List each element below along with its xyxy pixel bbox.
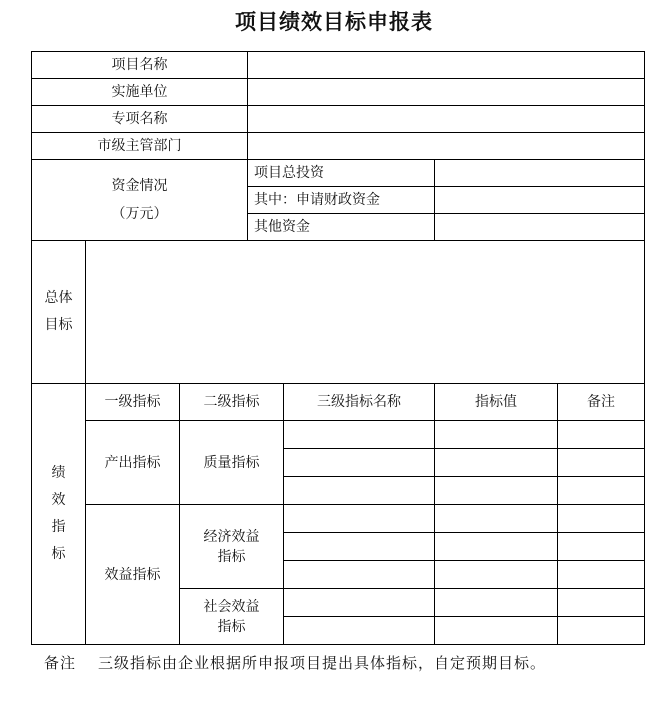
label-department: 市级主管部门 bbox=[32, 133, 248, 160]
form-title: 项目绩效目标申报表 bbox=[235, 9, 433, 34]
footnote-text: 三级指标由企业根据所申报项目提出具体指标，自定预期目标。 bbox=[98, 654, 547, 672]
quality-indicator-label: 质量指标 bbox=[180, 421, 284, 505]
performance-label-text: 绩效指标 bbox=[51, 465, 66, 562]
header-level3: 三级指标名称 bbox=[284, 384, 435, 421]
cell-value[interactable] bbox=[435, 589, 558, 617]
field-fiscal-funds[interactable] bbox=[435, 187, 645, 214]
overall-goal-label bbox=[32, 241, 86, 384]
social-benefit-label bbox=[180, 589, 284, 645]
cell-l3[interactable] bbox=[284, 477, 435, 505]
cell-l3[interactable] bbox=[284, 449, 435, 477]
label-fiscal-funds: 其中：申请财政资金 bbox=[248, 187, 435, 214]
cell-remark[interactable] bbox=[558, 449, 645, 477]
social-benefit-line2: 指标 bbox=[217, 618, 246, 635]
economic-benefit-label bbox=[180, 505, 284, 589]
label-other-funds: 其他资金 bbox=[248, 214, 435, 241]
header-value: 指标值 bbox=[435, 384, 558, 421]
label-special-project-name: 专项名称 bbox=[32, 106, 248, 133]
cell-value[interactable] bbox=[435, 477, 558, 505]
field-implementer[interactable] bbox=[248, 79, 645, 106]
overall-goal-label-line2: 目标 bbox=[44, 317, 73, 333]
label-project-name: 项目名称 bbox=[32, 52, 248, 79]
header-level1: 一级指标 bbox=[86, 384, 180, 421]
cell-value[interactable] bbox=[435, 449, 558, 477]
cell-remark[interactable] bbox=[558, 421, 645, 449]
funds-label bbox=[32, 160, 248, 241]
label-implementer: 实施单位 bbox=[32, 79, 248, 106]
economic-benefit-line1: 经济效益 bbox=[203, 528, 260, 545]
header-remark: 备注 bbox=[558, 384, 645, 421]
cell-remark[interactable] bbox=[558, 589, 645, 617]
cell-remark[interactable] bbox=[558, 477, 645, 505]
cell-remark[interactable] bbox=[558, 533, 645, 561]
cell-value[interactable] bbox=[435, 561, 558, 589]
cell-l3[interactable] bbox=[284, 617, 435, 645]
funds-label-line2: （万元） bbox=[111, 206, 168, 222]
cell-l3[interactable] bbox=[284, 589, 435, 617]
field-other-funds[interactable] bbox=[435, 214, 645, 241]
cell-value[interactable] bbox=[435, 617, 558, 645]
cell-value[interactable] bbox=[435, 505, 558, 533]
funds-label-line1: 资金情况 bbox=[111, 178, 168, 194]
field-department[interactable] bbox=[248, 133, 645, 160]
field-total-investment[interactable] bbox=[435, 160, 645, 187]
cell-l3[interactable] bbox=[284, 421, 435, 449]
field-project-name[interactable] bbox=[248, 52, 645, 79]
label-total-investment: 项目总投资 bbox=[248, 160, 435, 187]
cell-value[interactable] bbox=[435, 533, 558, 561]
cell-l3[interactable] bbox=[284, 561, 435, 589]
footnote-label: 备注 bbox=[44, 654, 77, 672]
cell-l3[interactable] bbox=[284, 505, 435, 533]
field-overall-goal[interactable] bbox=[86, 241, 645, 384]
output-indicator-label: 产出指标 bbox=[86, 421, 180, 505]
header-level2: 二级指标 bbox=[180, 384, 284, 421]
field-special-project-name[interactable] bbox=[248, 106, 645, 133]
cell-value[interactable] bbox=[435, 421, 558, 449]
economic-benefit-line2: 指标 bbox=[217, 548, 246, 565]
performance-label bbox=[32, 384, 86, 645]
social-benefit-line1: 社会效益 bbox=[203, 598, 260, 615]
footnote bbox=[44, 652, 546, 673]
cell-remark[interactable] bbox=[558, 505, 645, 533]
cell-l3[interactable] bbox=[284, 533, 435, 561]
cell-remark[interactable] bbox=[558, 561, 645, 589]
overall-goal-label-line1: 总体 bbox=[44, 290, 73, 306]
application-form-table bbox=[31, 51, 645, 645]
cell-remark[interactable] bbox=[558, 617, 645, 645]
benefit-indicator-label: 效益指标 bbox=[86, 505, 180, 645]
